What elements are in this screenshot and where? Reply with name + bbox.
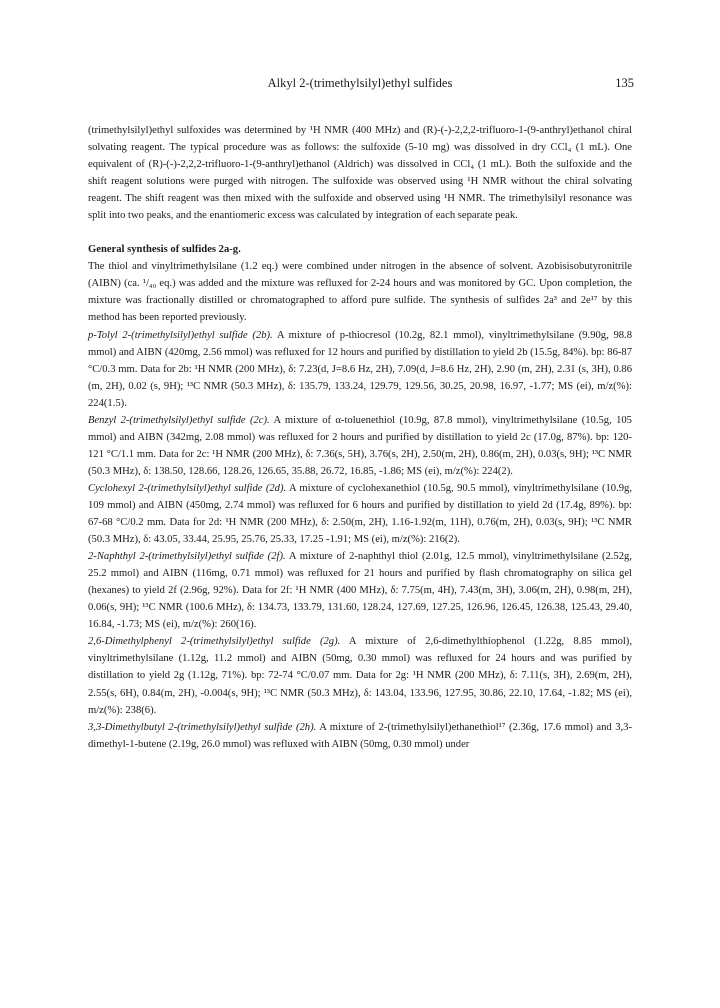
body-text [88,122,632,753]
compound-text: A mixture of 2-naphthyl thiol (2.01g, 12.5 mmol), vinyltrimethylsilane (2.52g, 25.2 mmol) and AIBN (116mg, 0.71 mmol) was refluxed for 21 hours and purified by flash chromatography on silica gel (hexanes) to yield 2f (2.96g, 92%). Data for 2f: ¹H NMR (400 MHz), δ: 7.75(m, 4H), 7.43(m, 3H), 3.06(m, 2H), 0.98(m, 2H), 0.06(s, 9H); ¹³C NMR (100.6 MHz), δ: 134.73, 133.79, 131.60, 128.24, 127.69, 127.25, 126.96, 126.45, 126.38, 125.43, 29.40, 16.84, -1.73; MS (ei), m/z(%): 260(16). [88,551,632,631]
intro-paragraph: (trimethylsilyl)ethyl sulfoxides was determined by ¹H NMR (400 MHz) and (R)-(-)-2,2,2-trifluoro-1-(9-anthryl)ethanol chiral solvating reagent. The typical procedure was as follows: the sulfoxide (5-10 mg) was dissolved in dry CCl₄ (1 mL). One equivalent of (R)-(-)-2,2,2-trifluoro-1-(9-anthryl)ethanol (Aldrich) was dissolved in CCl₄ (1 mL). Both the sulfoxide and the shift reagent solutions were purged with nitrogen. The sulfoxide was observed using ¹H NMR without the chiral solvating reagent. The shift reagent was then mixed with the sulfoxide and observed using ¹H NMR. The trimethylsilyl resonance was split into two peaks, and the enantiomeric excess was calculated by integration of each separate peak. [88,125,632,222]
paragraph-gap [88,224,632,241]
compound-entry-2d [88,480,632,548]
page-number: 135 [615,76,634,90]
running-title: Alkyl 2-(trimethylsilyl)ethyl sulfides [267,76,453,90]
compound-entry-2g [88,633,632,718]
compound-name: p-Tolyl 2-(trimethylsilyl)ethyl sulfide (2b). [88,329,273,341]
compound-name: Cyclohexyl 2-(trimethylsilyl)ethyl sulfide (2d). [88,482,287,494]
general-procedure-paragraph: The thiol and vinyltrimethylsilane (1.2 eq.) were combined under nitrogen in the absence of solvent. Azobisisobutyronitrile (AIBN) (ca. ¹/₄₀ eq.) was added and the mixture was refluxed for 2-24 hours and was monitored by GC. Upon completion, the mixture was fractionally distilled or chromatographed to afford pure sulfide. The synthesis of sulfides 2a³ and 2e¹⁷ by this method has been reported previously. [88,261,632,324]
compound-entry-2f [88,548,632,633]
compound-name: Benzyl 2-(trimethylsilyl)ethyl sulfide (2c). [88,414,270,426]
compound-entry-2h [88,719,632,753]
compound-text: A mixture of α-toluenethiol (10.9g, 87.8 mmol), vinyltrimethylsilane (10.5g, 105 mmol) and AIBN (342mg, 2.08 mmol) was refluxed for 2 hours and purified by distillation to yield 2c (17.0g, 87%). bp: 120-121 °C/1.1 mm. Data for 2c: ¹H NMR (200 MHz), δ: 7.36(s, 5H), 3.76(s, 2H), 2.50(m, 2H), 0.86(m, 2H), 0.03(s, 9H); ¹³C NMR (50.3 MHz), δ: 138.50, 128.66, 128.26, 126.65, 35.88, 26.72, 16.85, -1.86; MS (ei), m/z(%): 224(2). [88,414,632,477]
running-header [0,76,720,96]
compound-name: 2-Naphthyl 2-(trimethylsilyl)ethyl sulfide (2f). [88,551,286,563]
compound-text: A mixture of cyclohexanethiol (10.5g, 90.5 mmol), vinyltrimethylsilane (10.9g, 109 mmol) and AIBN (450mg, 2.74 mmol) was refluxed for 6 hours and purified by distillation to yield 2d (17.4g, 89%). bp: 67-68 °C/0.2 mm. Data for 2d: ¹H NMR (200 MHz), δ: 2.50(m, 2H), 1.16-1.92(m, 11H), 0.76(m, 2H), 0.03(s, 9H); ¹³C NMR (50.3 MHz), δ: 43.05, 33.44, 25.95, 25.76, 25.33, 17.25 -1.91; MS (ei), m/z(%): 216(2). [88,482,632,546]
compound-text: A mixture of 2-(trimethylsilyl)ethanethiol¹⁷ (2.36g, 17.6 mmol) and 3,3-dimethyl-1-butene (2.19g, 26.0 mmol) was refluxed with AIBN (50mg, 0.30 mmol) under [88,721,632,750]
compound-text: A mixture of p-thiocresol (10.2g, 82.1 mmol), vinyltrimethylsilane (9.90g, 98.8 mmol) and AIBN (420mg, 2.56 mmol) was refluxed for 12 hours and purified by distillation to yield 2b (15.5g, 84%). bp: 86-87 °C/0.3 mm. Data for 2b: ¹H NMR (200 MHz), δ: 7.23(d, J=8.6 Hz, 2H), 7.09(d, J=8.6 Hz, 2H), 2.90 (m, 2H), 2.31 (s, 3H), 0.86 (m, 2H), 0.02 (s, 9H); ¹³C NMR (50.3 MHz), δ: 135.79, 133.24, 129.79, 129.56, 30.25, 20.98, 16.97, -1.77; MS (ei), m/z(%): 224(1.5). [88,329,632,409]
section-heading: General synthesis of sulfides 2a-g. [88,244,241,256]
compound-name: 3,3-Dimethylbutyl 2-(trimethylsilyl)ethyl sulfide (2h). [88,721,317,733]
compound-entry-2b [88,327,632,412]
compound-name: 2,6-Dimethylphenyl 2-(trimethylsilyl)ethyl sulfide (2g). [88,636,341,648]
compound-text: A mixture of 2,6-dimethylthiophenol (1.22g, 8.85 mmol), vinyltrimethylsilane (1.12g, 11.2 mmol) and AIBN (50mg, 0.30 mmol) was refluxed for 24 hours and was purified by distillation to yield 2g (1.12g, 71%). bp: 72-74 °C/0.07 mm. Data for 2g: ¹H NMR (200 MHz), δ: 7.11(s, 3H), 2.69(m, 2H), 2.55(s, 6H), 0.84(m, 2H), -0.004(s, 9H); ¹³C NMR (50.3 MHz), δ: 143.04, 133.96, 127.95, 30.86, 22.10, 17.64, -1.82; MS (ei), m/z(%): 238(6). [88,636,632,716]
compound-entry-2c [88,412,632,480]
